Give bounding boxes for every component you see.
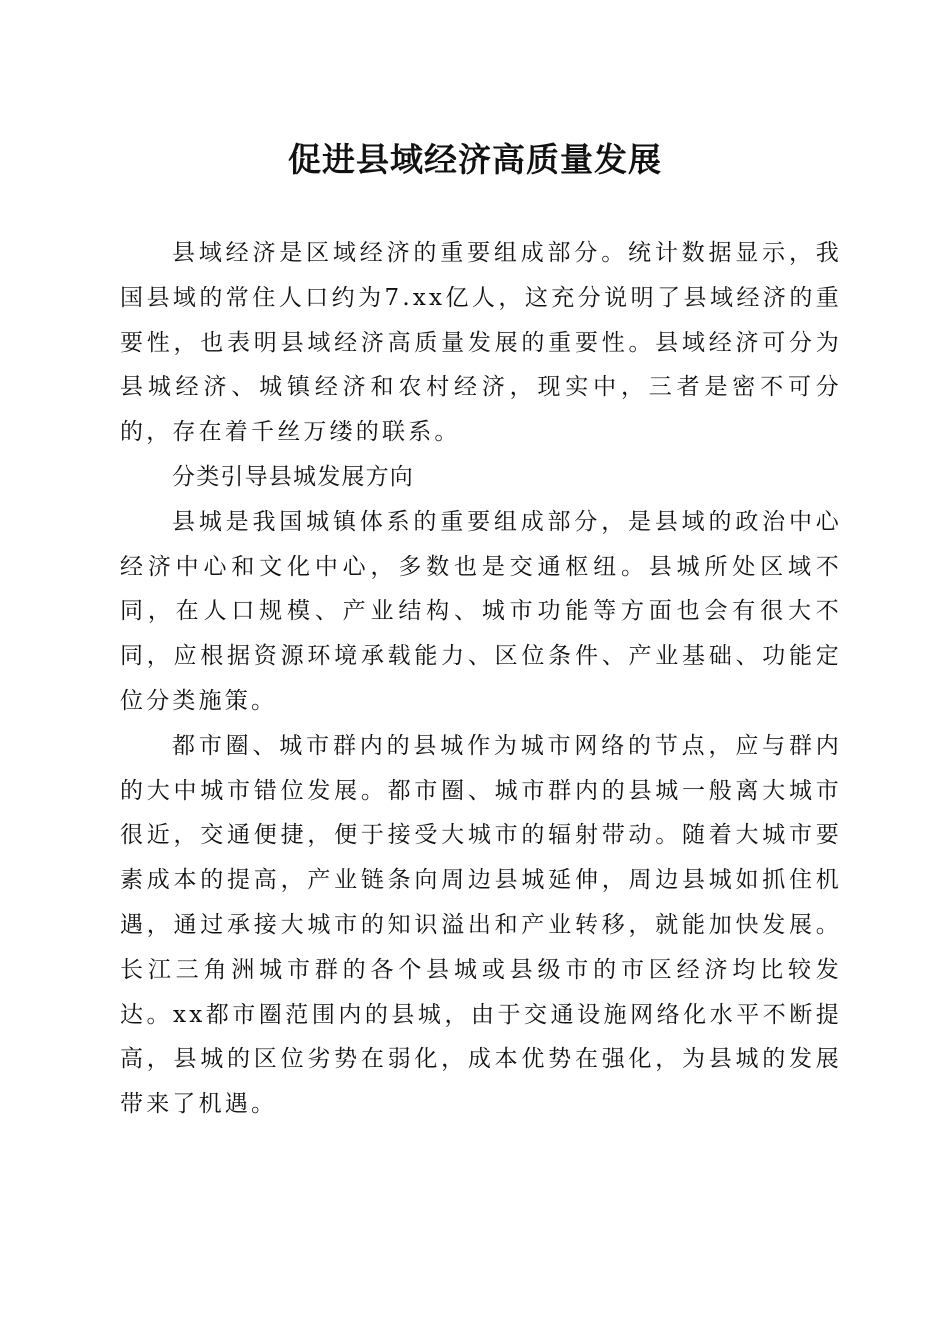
paragraph-metropolitan: 都市圈、城市群内的县城作为城市网络的节点，应与群内的大中城市错位发展。都市圈、城市群内的县城一般离大城市很近，交通便捷，便于接受大城市的辐射带动。随着大城市要素成本的提高，产业链条向周边县城延伸，周边县城如抓住机遇，通过承接大城市的知识溢出和产业转移，就能加快发展。长江三角洲城市群的各个县城或县级市的市区经济均比较发达。xx都市圈范围内的县城，由于交通设施网络化水平不断提高，县城的区位劣势在弱化，成本优势在强化，为县城的发展带来了机遇。	[120, 732, 842, 1118]
section-heading: 分类引导县城发展方向	[172, 463, 414, 490]
paragraph-county-town: 县城是我国城镇体系的重要组成部分，是县域的政治中心经济中心和文化中心，多数也是交通枢纽。县城所处区域不同，在人口规模、产业结构、城市功能等方面也会有很大不同，应根据资源环境承载能力、区位条件、产业基础、功能定位分类施策。	[120, 508, 842, 714]
document-title: 促进县域经济高质量发展	[288, 140, 662, 179]
document-body	[120, 231, 842, 1127]
paragraph-intro: 县域经济是区域经济的重要组成部分。统计数据显示，我国县域的常住人口约为7.xx亿人，这充分说明了县域经济的重要性，也表明县域经济高质量发展的重要性。县域经济可分为县城经济、城镇经济和农村经济，现实中，三者是密不可分的，存在着千丝万缕的联系。	[120, 240, 842, 446]
